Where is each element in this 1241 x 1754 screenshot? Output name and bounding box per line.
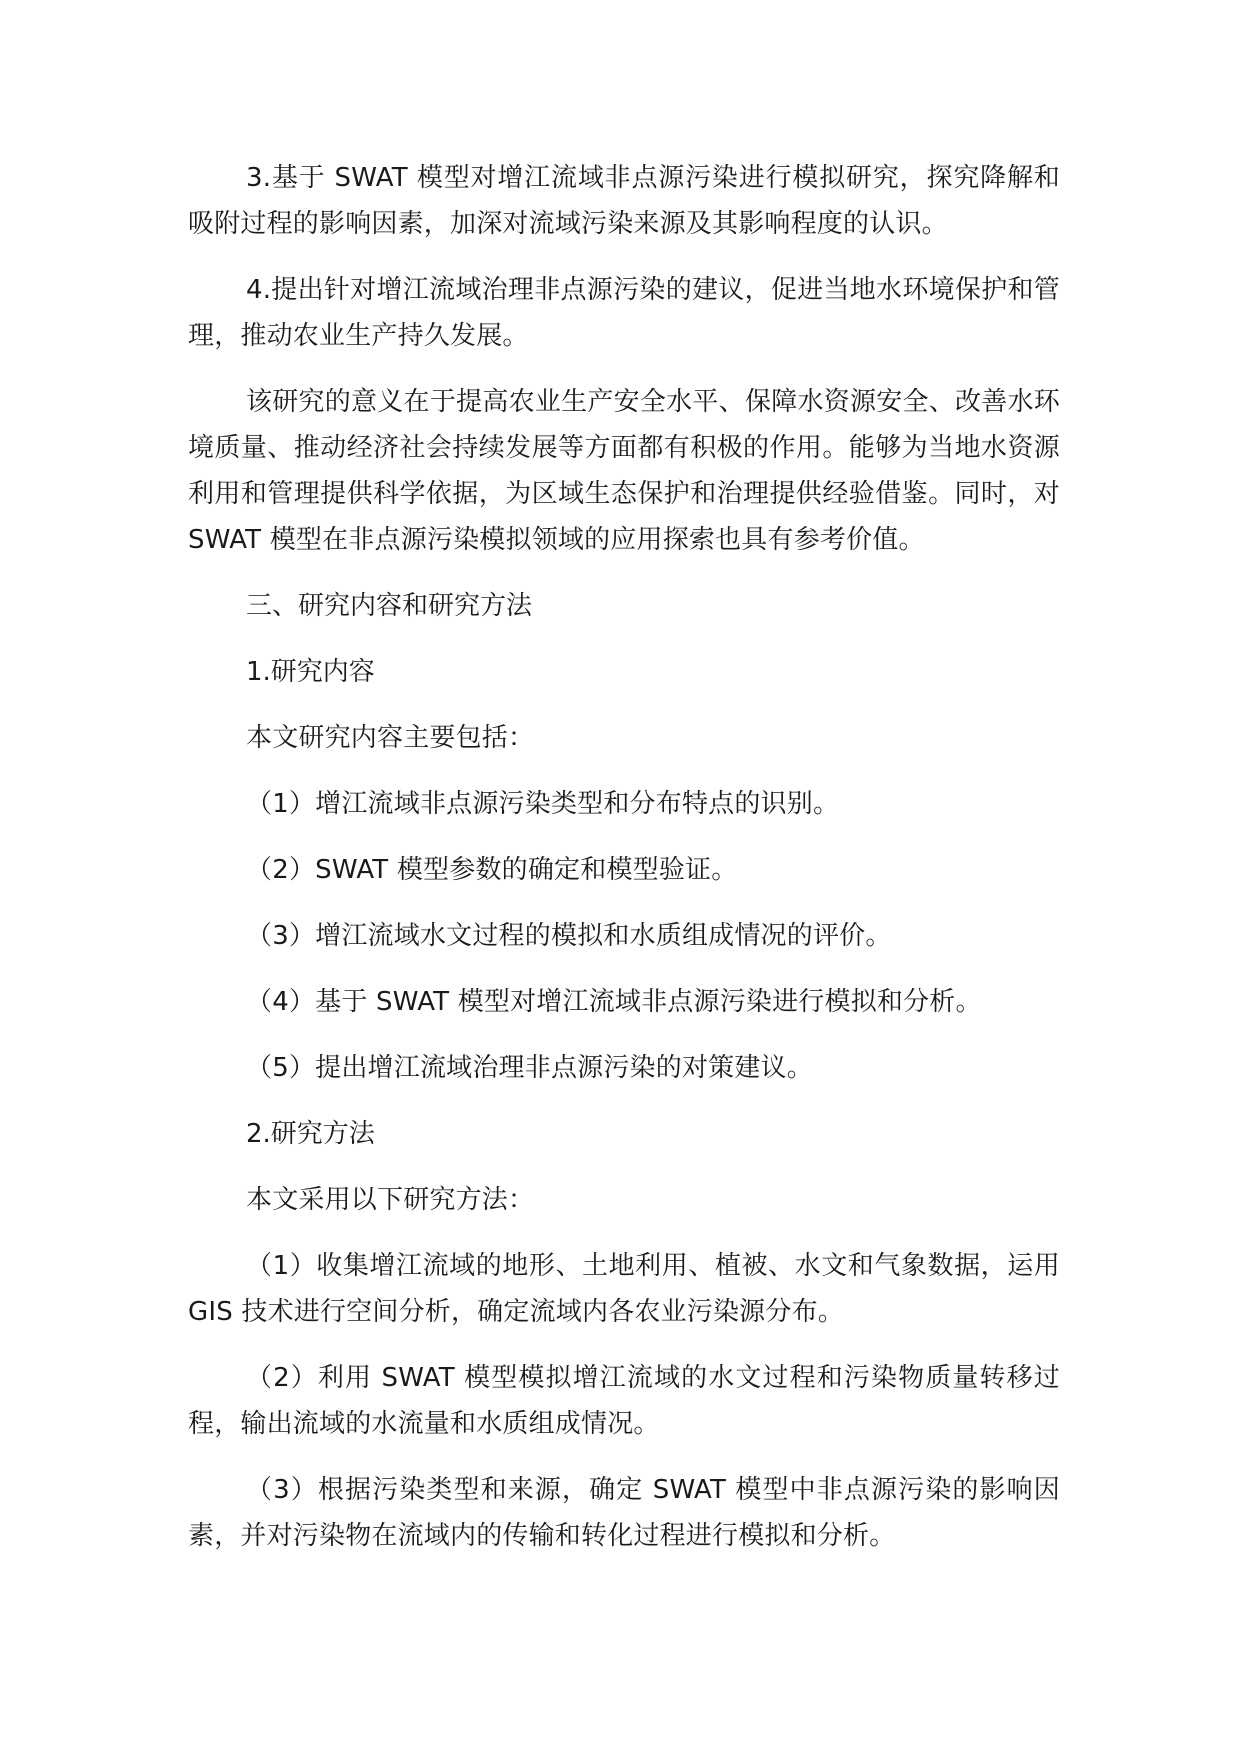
- list-item-method-3: （3）根据污染类型和来源，确定 SWAT 模型中非点源污染的影响因素，并对污染物在流域内的传输和转化过程进行模拟和分析。: [188, 1475, 1060, 1551]
- paragraph-objective-3: 3.基于 SWAT 模型对增江流域非点源污染进行模拟研究，探究降解和吸附过程的影响因素，加深对流域污染来源及其影响程度的认识。: [188, 163, 1060, 239]
- subheading-research-content: 1.研究内容: [246, 657, 375, 687]
- paragraph-methods-intro: 本文采用以下研究方法：: [246, 1185, 535, 1215]
- section-heading-3: 三、研究内容和研究方法: [246, 591, 533, 621]
- paragraph-content-intro: 本文研究内容主要包括：: [246, 723, 535, 753]
- paragraph-objective-4: 4.提出针对增江流域治理非点源污染的建议，促进当地水环境保护和管理，推动农业生产持久发展。: [188, 275, 1060, 351]
- list-item-content-4: （4）基于 SWAT 模型对增江流域非点源污染进行模拟和分析。: [246, 987, 982, 1017]
- list-item-content-1: （1）增江流域非点源污染类型和分布特点的识别。: [246, 789, 840, 819]
- document-body: [188, 155, 1060, 1579]
- list-item-method-1: （1）收集增江流域的地形、土地利用、植被、水文和气象数据，运用 GIS 技术进行空间分析，确定流域内各农业污染源分布。: [188, 1251, 1060, 1327]
- subheading-research-methods: 2.研究方法: [246, 1119, 375, 1149]
- list-item-content-3: （3）增江流域水文过程的模拟和水质组成情况的评价。: [246, 921, 892, 951]
- list-item-method-2: （2）利用 SWAT 模型模拟增江流域的水文过程和污染物质量转移过程，输出流域的水流量和水质组成情况。: [188, 1363, 1060, 1439]
- list-item-content-5: （5）提出增江流域治理非点源污染的对策建议。: [246, 1053, 813, 1083]
- paragraph-significance: 该研究的意义在于提高农业生产安全水平、保障水资源安全、改善水环境质量、推动经济社会持续发展等方面都有积极的作用。能够为当地水资源利用和管理提供科学依据，为区域生态保护和治理提供经验借鉴。同时，对 SWAT 模型在非点源污染模拟领域的应用探索也具有参考价值。: [188, 387, 1060, 555]
- list-item-content-2: （2）SWAT 模型参数的确定和模型验证。: [246, 855, 738, 885]
